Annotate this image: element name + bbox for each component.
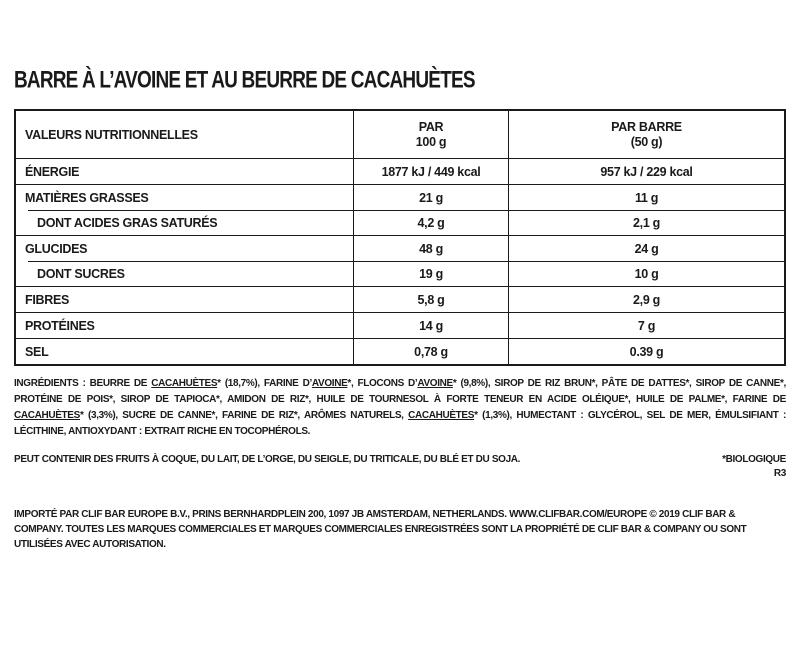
nutrition-label-page [0, 67, 800, 552]
row-energie [16, 158, 784, 184]
product-title [14, 67, 786, 96]
value-per-bar: 10 g [508, 261, 784, 286]
importer-info: IMPORTÉ PAR CLIF BAR EUROPE B.V., PRINS BERNHARDPLEIN 200, 1097 JB AMSTERDAM, NETHERLANDS. WWW.CLIFBAR.COM/EUROPE © 2019 CLIF BAR & COMPANY. TOUTES LES MARQUES COMMERCIALES ET MARQUES COMMERCIALES ENREGISTRÉES SONT LA PROPRIÉTÉ DE CLIF BAR & COMPANY OU SONT UTILISÉES AVEC AUTORISATION. [14, 509, 747, 550]
ingredients-text: INGRÉDIENTS : BEURRE DE CACAHUÈTES* (18,7%), FARINE D’AVOINE*, FLOCONS D’AVOINE* (9,8%), SIROP DE RIZ BRUN*, PÂTE DE DATTES*, SIROP DE CANNE*, PROTÉINE DE POIS*, SIROP DE TAPIOCA*, AMIDON DE RIZ*, HUILE DE TOURNESOL À FORTE TENEUR EN ACIDE OLÉIQUE*, HUILE DE PALME*, FARINE DE CACAHUÈTES* (3,3%), SUCRE DE CANNE*, FARINE DE RIZ*, ARÔMES NATURELS, CACAHUÈTES* (1,3%), HUMECTANT : GLYCÉROL, SEL DE MER, ÉMULSIFIANT : LÉCITHINE, ANTIOXYDANT : EXTRAIT RICHE EN TOCOPHÉROLS. [14, 378, 787, 437]
row-label: ÉNERGIE [25, 164, 80, 179]
value-per-bar: 2,9 g [508, 287, 784, 312]
row-label: FIBRES [25, 292, 70, 307]
col-header-per-bar [508, 111, 784, 158]
value-per-100g: 48 g [353, 236, 508, 261]
col-header-per-100g [353, 111, 508, 158]
row-label: SEL [25, 344, 49, 359]
value-per-100g: 5,8 g [353, 287, 508, 312]
row-sel [16, 338, 784, 364]
value-per-100g: 21 g [353, 185, 508, 210]
row-fibres [16, 286, 784, 312]
value-per-bar: 957 kJ / 229 kcal [508, 159, 784, 184]
col-header-per-bar-line1: PAR BARRE [611, 119, 682, 134]
row-label: DONT ACIDES GRAS SATURÉS [37, 215, 218, 230]
row-matieres-grasses [16, 184, 784, 210]
row-label: PROTÉINES [25, 318, 95, 333]
value-per-bar: 11 g [508, 185, 784, 210]
col-header-per-100g-line2: 100 g [415, 134, 447, 149]
organic-note: *BIOLOGIQUE [722, 454, 786, 465]
allergen-warning: PEUT CONTENIR DES FRUITS À COQUE, DU LAIT, DE L’ORGE, DU SEIGLE, DU TRITICALE, DU BLÉ ET DU SOJA. [14, 454, 521, 465]
nutrition-table [14, 109, 786, 366]
value-per-100g: 19 g [353, 261, 508, 286]
row-acides-gras-satures [16, 210, 784, 235]
allergen-row [14, 453, 786, 467]
row-proteines [16, 312, 784, 338]
value-per-100g: 1877 kJ / 449 kcal [353, 159, 508, 184]
product-title-text: BARRE À L’AVOINE ET AU BEURRE DE CACAHUÈTES [14, 67, 475, 94]
value-per-100g: 4,2 g [353, 210, 508, 235]
row-glucides [16, 235, 784, 261]
value-per-100g: 14 g [353, 313, 508, 338]
row-label: GLUCIDES [25, 241, 88, 256]
col-header-per-100g-line1: PAR [418, 119, 444, 134]
row-label: DONT SUCRES [37, 266, 125, 281]
revision-code: R3 [773, 468, 786, 479]
value-per-bar: 2,1 g [508, 210, 784, 235]
col-header-nutrition-values: VALEURS NUTRITIONNELLES [25, 127, 198, 142]
col-header-per-bar-line2: (50 g) [630, 134, 663, 149]
value-per-bar: 7 g [508, 313, 784, 338]
row-label: MATIÈRES GRASSES [25, 190, 149, 205]
row-sucres [16, 261, 784, 286]
value-per-bar: 24 g [508, 236, 784, 261]
value-per-bar: 0.39 g [508, 339, 784, 364]
value-per-100g: 0,78 g [353, 339, 508, 364]
table-header-row [16, 111, 784, 158]
